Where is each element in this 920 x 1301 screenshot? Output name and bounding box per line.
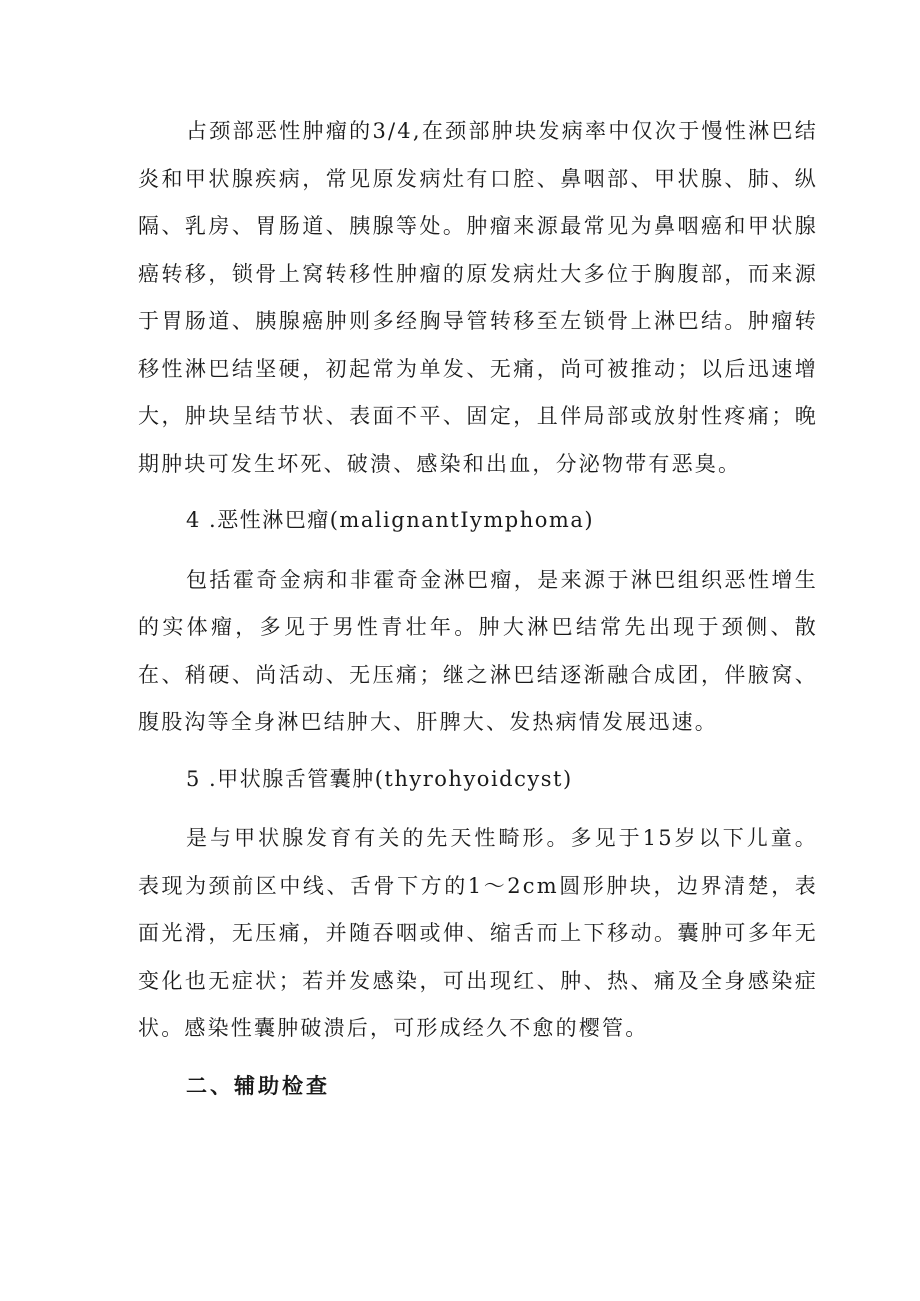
paragraph-metastatic-tumor: 占颈部恶性肿瘤的3/4,在颈部肿块发病率中仅次于慢性淋巴结炎和甲状腺疾病，常见原发病灶有口腔、鼻咽部、甲状腺、肺、纵隔、乳房、胃肠道、胰腺等处。肿瘤来源最常见为鼻咽癌和甲状腺癌转移，锁骨上窝转移性肿瘤的原发病灶大多位于胸腹部，而来源于胃肠道、胰腺癌肿则多经胸导管转移至左锁骨上淋巴结。肿瘤转移性淋巴结坚硬，初起常为单发、无痛，尚可被推动；以后迅速增大，肿块呈结节状、表面不平、固定，且伴局部或放射性疼痛；晚期肿块可发生坏死、破溃、感染和出血，分泌物带有恶臭。 — [138, 119, 818, 476]
heading-thyroglossal-cyst: 5 .甲状腺舌管囊肿(thyrohyoidcyst) — [186, 766, 573, 791]
document-page — [138, 108, 818, 1109]
paragraph-thyroglossal-cyst: 是与甲状腺发育有关的先天性畸形。多见于15岁以下儿童。表现为颈前区中线、舌骨下方的1～2cm圆形肿块，边界清楚，表面光滑，无压痛，并随吞咽或伸、缩舌而上下移动。囊肿可多年无变化也无症状；若并发感染，可出现红、肿、热、痛及全身感染症状。感染性囊肿破溃后，可形成经久不愈的樱管。 — [138, 826, 818, 1040]
paragraph-malignant-lymphoma: 包括霍奇金病和非霍奇金淋巴瘤，是来源于淋巴组织恶性增生的实体瘤，多见于男性青壮年。肿大淋巴结常先出现于颈侧、散在、稍硬、尚活动、无压痛；继之淋巴结逐渐融合成团，伴腋窝、腹股沟等全身淋巴结肿大、肝脾大、发热病情发展迅速。 — [138, 567, 818, 734]
heading-malignant-lymphoma: 4 .恶性淋巴瘤(malignantIymphoma) — [186, 508, 595, 532]
section-heading-auxiliary-exams: 二、辅助检查 — [186, 1072, 330, 1098]
